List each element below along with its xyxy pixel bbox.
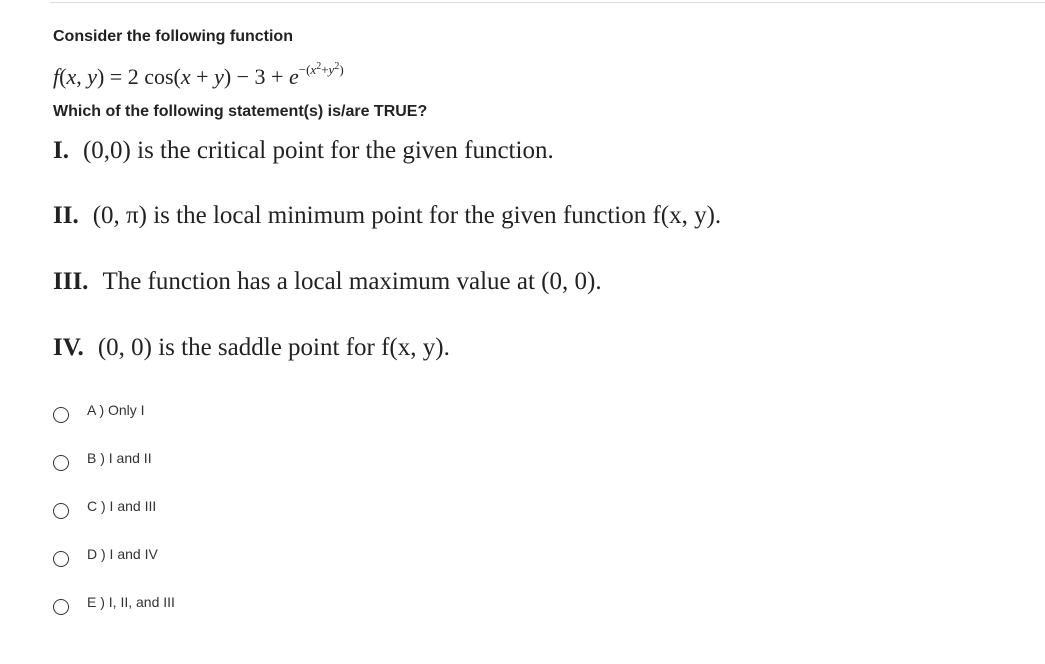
option-label[interactable]: C ) I and III xyxy=(87,498,157,514)
answer-option-c[interactable] xyxy=(53,499,156,523)
option-label[interactable]: E ) I, II, and III xyxy=(87,594,175,610)
answer-option-b[interactable] xyxy=(53,451,152,475)
statement-1 xyxy=(53,137,554,165)
answer-option-d[interactable] xyxy=(53,547,158,571)
radio-button[interactable] xyxy=(53,599,69,615)
function-formula: f(x, y) = 2 $\cos(x + y) - 3 + e^{-(x^2+y^2)}$ xyxy=(53,61,344,89)
radio-button[interactable] xyxy=(53,455,69,471)
answer-option-e[interactable] xyxy=(53,595,175,619)
question-prompt: Consider the following function xyxy=(53,28,293,45)
statement-text: (0, 0) is the saddle point for f(x, y). xyxy=(97,334,450,361)
statement-text: (0, π) is the local minimum point for the given function f(x, y). xyxy=(92,202,722,229)
radio-button[interactable] xyxy=(53,503,69,519)
radio-button[interactable] xyxy=(53,551,69,567)
statement-numeral: III. xyxy=(53,268,89,295)
statement-numeral: II. xyxy=(53,202,79,229)
option-label[interactable]: A ) Only I xyxy=(87,402,145,418)
statement-numeral: I. xyxy=(53,137,69,164)
radio-button[interactable] xyxy=(53,407,69,423)
statement-text: (0,0) is the critical point for the given function. xyxy=(82,137,554,164)
answer-option-a[interactable] xyxy=(53,403,145,427)
option-label[interactable]: B ) I and II xyxy=(87,450,152,466)
statement-4 xyxy=(53,334,450,362)
option-label[interactable]: D ) I and IV xyxy=(87,546,158,562)
statement-numeral: IV. xyxy=(53,334,84,361)
statement-2 xyxy=(53,202,721,230)
statement-text: The function has a local maximum value at (0, 0). xyxy=(102,268,602,295)
top-divider xyxy=(50,2,1045,3)
question-instruction: Which of the following statement(s) is/are TRUE? xyxy=(53,103,428,120)
statement-3 xyxy=(53,268,602,296)
